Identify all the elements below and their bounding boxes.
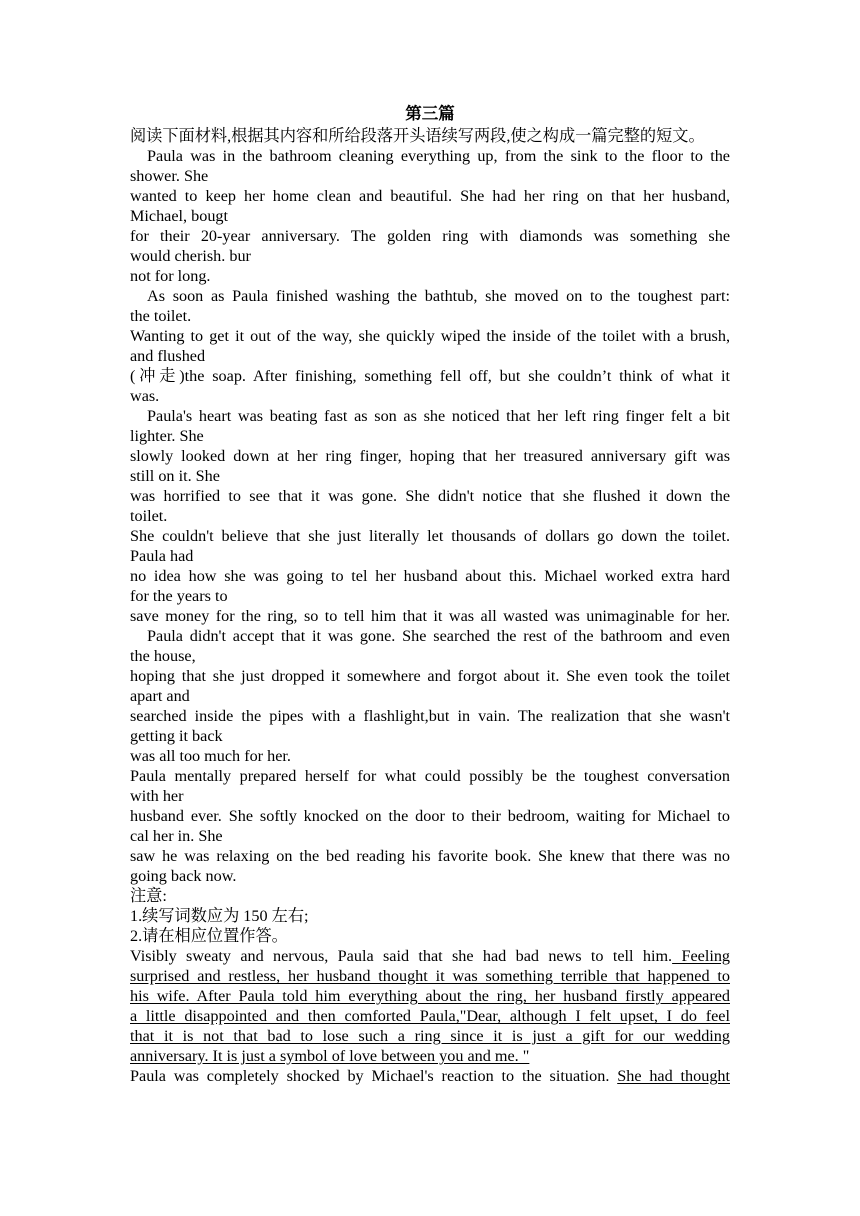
passage-line: save money for the ring, so to tell him that it was all wasted was unimaginable for her. <box>130 607 730 625</box>
passage-line: Paula mentally prepared herself for what could possibly be the toughest conversation <box>130 767 730 785</box>
answer-line <box>130 966 730 986</box>
passage-line: was. <box>130 387 160 405</box>
passage-line: She couldn't believe that she just literally let thousands of dollars go down the toilet. <box>130 527 730 545</box>
paragraph-1-answer-start[interactable]: Feeling <box>672 947 730 965</box>
passage-line: with her <box>130 787 184 805</box>
answer-line <box>130 1026 730 1046</box>
answer-underlined-text[interactable]: a little disappointed and then comforted Paula,"Dear, although I felt upset, I do feel <box>130 1007 730 1025</box>
passage-line: going back now. <box>130 867 237 885</box>
notes-heading: 注意: <box>130 887 167 905</box>
passage <box>130 146 730 886</box>
notes-item-1: 1.续写词数应为 150 左右; <box>130 907 309 925</box>
document-page <box>130 100 730 1086</box>
passage-line: hoping that she just dropped it somewhere and forgot about it. She even took the toilet <box>130 667 730 685</box>
passage-line: wanted to keep her home clean and beautiful. She had her ring on that her husband, <box>130 187 730 205</box>
answer-paragraph-1-body <box>130 966 730 1046</box>
passage-line: Paula was in the bathroom cleaning everything up, from the sink to the floor to the <box>147 147 730 165</box>
passage-line: apart and <box>130 687 190 705</box>
passage-line: (冲走)the soap. After finishing, something fell off, but she couldn’t think of what it <box>130 367 730 385</box>
passage-line: was horrified to see that it was gone. She didn't notice that she flushed it down the <box>130 487 730 505</box>
passage-line: Wanting to get it out of the way, she quickly wiped the inside of the toilet with a brush, <box>130 327 730 345</box>
passage-line: the toilet. <box>130 307 192 325</box>
paragraph-1-opening: Visibly sweaty and nervous, Paula said that she had bad news to tell him. <box>130 947 673 965</box>
passage-line: was all too much for her. <box>130 747 291 765</box>
passage-line: not for long. <box>130 267 211 285</box>
notes-item-2: 2.请在相应位置作答。 <box>130 927 288 945</box>
passage-line: still on it. She <box>130 467 220 485</box>
passage-line: cal her in. She <box>130 827 223 845</box>
answer-paragraph-1-first-line <box>130 946 730 966</box>
paragraph-2-opening: Paula was completely shocked by Michael's reaction to the situation. <box>130 1067 610 1085</box>
passage-line: getting it back <box>130 727 223 745</box>
passage-line: lighter. She <box>130 427 204 445</box>
answer-paragraph-1-last-line <box>130 1046 730 1066</box>
passage-line: no idea how she was going to tel her husband about this. Michael worked extra hard <box>130 567 730 585</box>
paragraph-1-answer-end[interactable]: anniversary. It is just a symbol of love between you and me. " <box>130 1047 530 1065</box>
passage-line: Paula's heart was beating fast as son as she noticed that her left ring finger felt a bit <box>147 407 730 425</box>
passage-line: searched inside the pipes with a flashlight,but in vain. The realization that she wasn't <box>130 707 730 725</box>
passage-line: for the years to <box>130 587 228 605</box>
passage-line: Paula didn't accept that it was gone. She searched the rest of the bathroom and even <box>147 627 730 645</box>
passage-line: and flushed <box>130 347 206 365</box>
passage-line: for their 20-year anniversary. The golden ring with diamonds was something she <box>130 227 730 245</box>
passage-line: shower. She <box>130 167 209 185</box>
instruction-text: 阅读下面材料,根据其内容和所给段落开头语续写两段,使之构成一篇完整的短文。 <box>130 127 705 145</box>
passage-line: would cherish. bur <box>130 247 251 265</box>
passage-line: the house, <box>130 647 196 665</box>
passage-line: slowly looked down at her ring finger, hoping that her treasured anniversary gift was <box>130 447 730 465</box>
passage-line: As soon as Paula finished washing the bathtub, she moved on to the toughest part: <box>147 287 730 305</box>
passage-line: Paula had <box>130 547 194 565</box>
passage-line: husband ever. She softly knocked on the door to their bedroom, waiting for Michael to <box>130 807 730 825</box>
passage-line: Michael, bougt <box>130 207 229 225</box>
answer-line <box>130 986 730 1006</box>
page-title: 第三篇 <box>405 104 455 123</box>
paragraph-2-answer-start[interactable]: She had thought <box>617 1067 730 1085</box>
passage-line: toilet. <box>130 507 168 525</box>
answer-underlined-text[interactable]: his wife. After Paula told him everything about the ring, her husband firstly appeared <box>130 987 730 1005</box>
answer-underlined-text[interactable]: that it is not that bad to lose such a ring since it is just a gift for our wedding <box>130 1027 730 1045</box>
answer-paragraph-2-first-line <box>130 1066 730 1086</box>
passage-line: saw he was relaxing on the bed reading his favorite book. She knew that there was no <box>130 847 730 865</box>
answer-underlined-text[interactable]: surprised and restless, her husband thought it was something terrible that happened to <box>130 967 730 985</box>
answer-line <box>130 1006 730 1026</box>
